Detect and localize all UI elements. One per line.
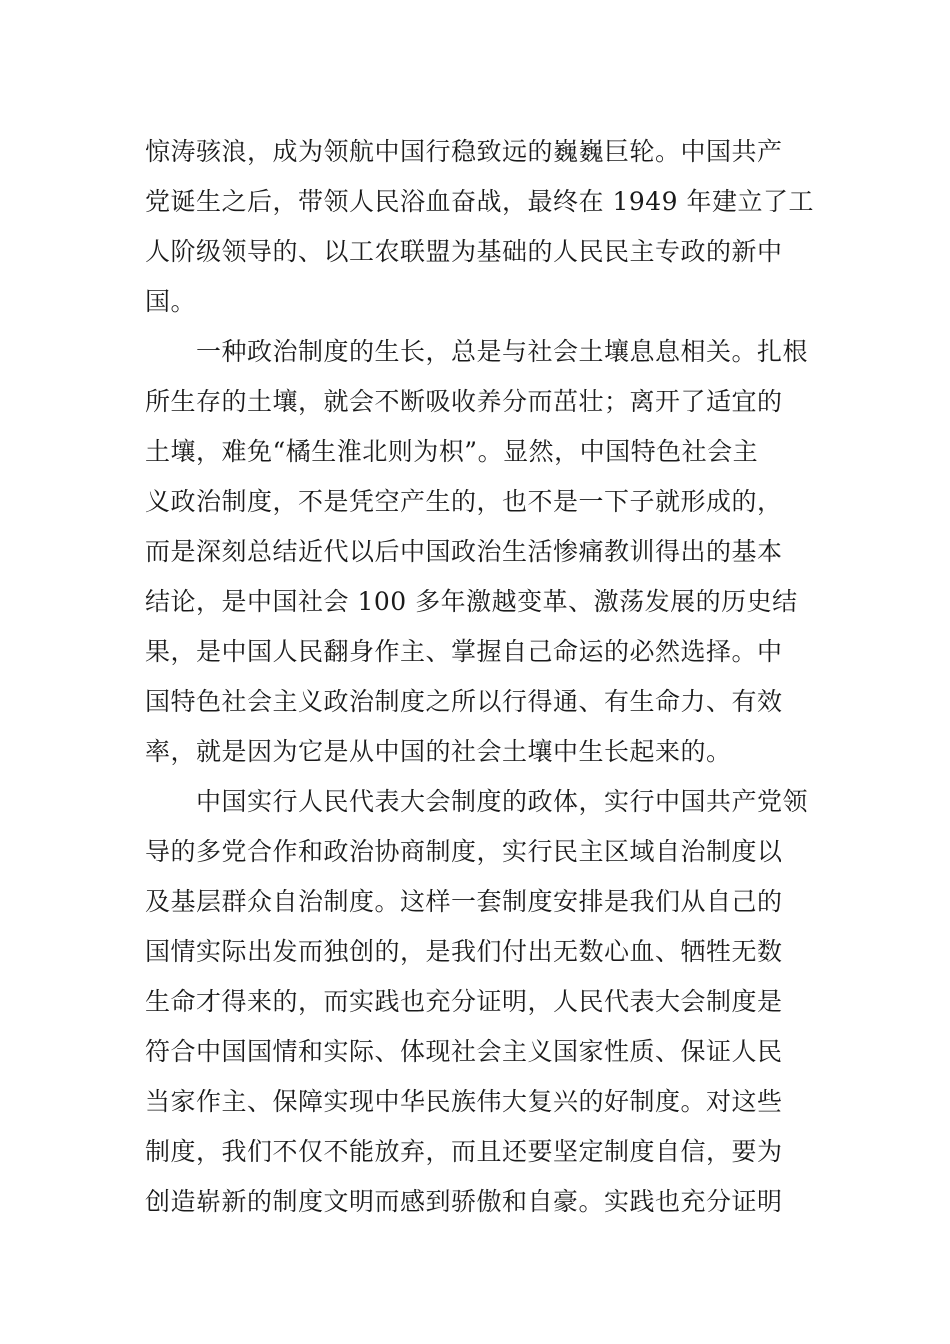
text-line: 率，就是因为它是从中国的社会土壤中生长起来的。 [145,737,732,766]
text-line: 人阶级领导的、以工农联盟为基础的人民民主专政的新中 [145,237,783,266]
text-line: 制度，我们不仅不能放弃，而且还要坚定制度自信，要为 [145,1137,783,1166]
text-line: 义政治制度，不是凭空产生的，也不是一下子就形成的， [145,487,783,516]
text-line: 惊涛骇浪，成为领航中国行稳致远的巍巍巨轮。中国共产 [145,137,783,166]
text-line: 党诞生之后，带领人民浴血奋战，最终在 1949 年建立了工 [145,187,815,216]
text-line: 国情实际出发而独创的，是我们付出无数心血、牺牲无数 [145,937,783,966]
text-line: 一种政治制度的生长，总是与社会土壤息息相关。扎根 [145,337,809,366]
text-line: 而是深刻总结近代以后中国政治生活惨痛教训得出的基本 [145,537,783,566]
text-line: 果，是中国人民翻身作主、掌握自己命运的必然选择。中 [145,637,783,666]
text-line: 及基层群众自治制度。这样一套制度安排是我们从自己的 [145,887,783,916]
text-line: 所生存的土壤，就会不断吸收养分而茁壮；离开了适宜的 [145,387,783,416]
text-line: 生命才得来的，而实践也充分证明，人民代表大会制度是 [145,987,783,1016]
body-text [145,127,815,1227]
text-line: 国特色社会主义政治制度之所以行得通、有生命力、有效 [145,687,783,716]
text-line: 创造崭新的制度文明而感到骄傲和自豪。实践也充分证明 [145,1187,783,1216]
text-line: 土壤，难免“橘生淮北则为枳”。显然，中国特色社会主 [145,437,759,466]
text-line: 导的多党合作和政治协商制度，实行民主区域自治制度以 [145,837,783,866]
text-line: 中国实行人民代表大会制度的政体，实行中国共产党领 [145,787,809,816]
text-line: 结论，是中国社会 100 多年激越变革、激荡发展的历史结 [145,587,798,616]
text-line: 当家作主、保障实现中华民族伟大复兴的好制度。对这些 [145,1087,783,1116]
text-line: 符合中国国情和实际、体现社会主义国家性质、保证人民 [145,1037,783,1066]
text-line: 国。 [145,287,197,316]
